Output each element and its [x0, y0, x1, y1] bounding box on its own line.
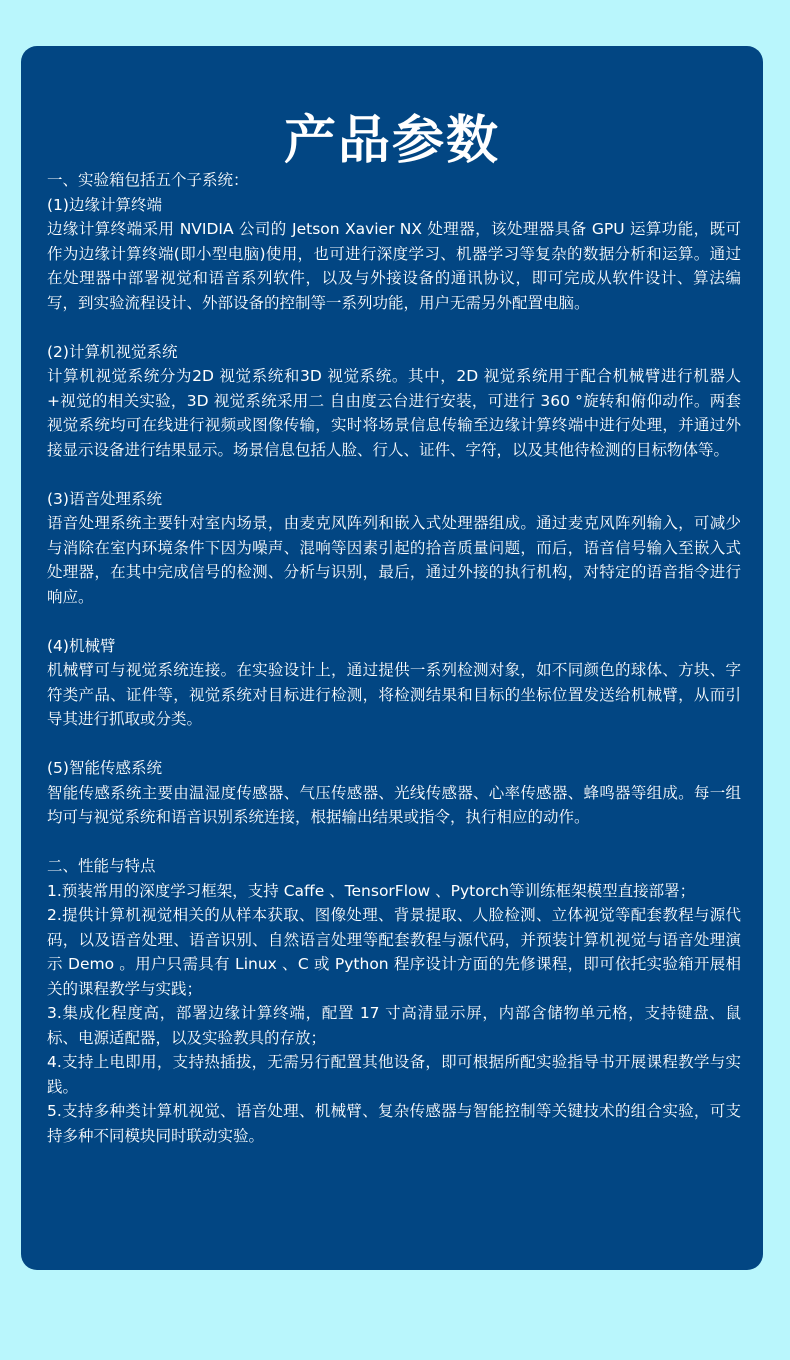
section-heading: (1)边缘计算终端 — [47, 195, 162, 214]
feature-item: 2.提供计算机视觉相关的从样本获取、图像处理、背景提取、人脸检测、立体视觉等配套教程与源代码，以及语音处理、语音识别、自然语言处理等配套教程与源代码，并预装计算机视觉与语音处理演示 Demo 。用户只需具有 Linux 、C 或 Python 程序设计方面的先修课程，即可依托实验箱开展相关的课程教学与实践； — [47, 906, 741, 998]
section-body: 计算机视觉系统分为2D 视觉系统和3D 视觉系统。其中，2D 视觉系统用于配合机械臂进行机器人+视觉的相关实验，3D 视觉系统采用二 自由度云台进行安装，可进行 360 °旋转和俯仰动作。两套视觉系统均可在线进行视频或图像传输，实时将场景信息传输至边缘计算终端中进行处理，并通过外接显示设备进行结果显示。场景信息包括人脸、行人、证件、字符，以及其他待检测的目标物体等。 — [47, 367, 741, 459]
section-heading: (5)智能传感系统 — [47, 759, 162, 777]
feature-item: 4.支持上电即用，支持热插拔，无需另行配置其他设备，即可根据所配实验指导书开展课程教学与实践。 — [47, 1053, 741, 1096]
part1-heading: 一、实验箱包括五个子系统： — [47, 171, 249, 189]
part2-heading: 二、性能与特点 — [47, 857, 156, 875]
section-heading: (4)机械臂 — [47, 636, 116, 655]
feature-item: 5.支持多种类计算机视觉、语音处理、机械臂、复杂传感器与智能控制等关键技术的组合实验，可支持多种不同模块同时联动实验。 — [47, 1102, 741, 1145]
section-heading: (2)计算机视觉系统 — [47, 342, 178, 361]
feature-item: 1.预装常用的深度学习框架，支持 Caffe 、TensorFlow 、Pytorch等训练框架模型直接部署； — [47, 881, 696, 900]
section-body: 机械臂可与视觉系统连接。在实验设计上，通过提供一系列检测对象，如不同颜色的球体、方块、字符类产品、证件等，视觉系统对目标进行检测，将检测结果和目标的坐标位置发送给机械臂，从而引导其进行抓取或分类。 — [47, 661, 741, 728]
section-body: 语音处理系统主要针对室内场景，由麦克风阵列和嵌入式处理器组成。通过麦克风阵列输入，可减少与消除在室内环境条件下因为噪声、混响等因素引起的拾音质量问题，而后，语音信号输入至嵌入式处理器，在其中完成信号的检测、分析与识别，最后，通过外接的执行机构，对特定的语音指令进行响应。 — [47, 514, 741, 606]
product-params-card — [21, 46, 763, 1270]
section-heading: (3)语音处理系统 — [47, 489, 162, 508]
feature-item: 3.集成化程度高，部署边缘计算终端，配置 17 寸高清显示屏，内部含储物单元格，支持键盘、鼠标、电源适配器，以及实验教具的存放； — [47, 1004, 741, 1047]
page-title: 产品参数 — [283, 111, 500, 171]
section-body: 边缘计算终端采用 NVIDIA 公司的 Jetson Xavier NX 处理器，该处理器具备 GPU 运算功能，既可作为边缘计算终端(即小型电脑)使用，也可进行深度学习、机器学习等复杂的数据分析和运算。通过在处理器中部署视觉和语音系列软件，以及与外接设备的通讯协议，即可完成从软件设计、算法编写，到实验流程设计、外部设备的控制等一系列功能，用户无需另外配置电脑。 — [47, 220, 741, 312]
content — [47, 168, 741, 1148]
section-body: 智能传感系统主要由温湿度传感器、气压传感器、光线传感器、心率传感器、蜂鸣器等组成。每一组均可与视觉系统和语音识别系统连接，根据输出结果或指令，执行相应的动作。 — [47, 783, 741, 826]
